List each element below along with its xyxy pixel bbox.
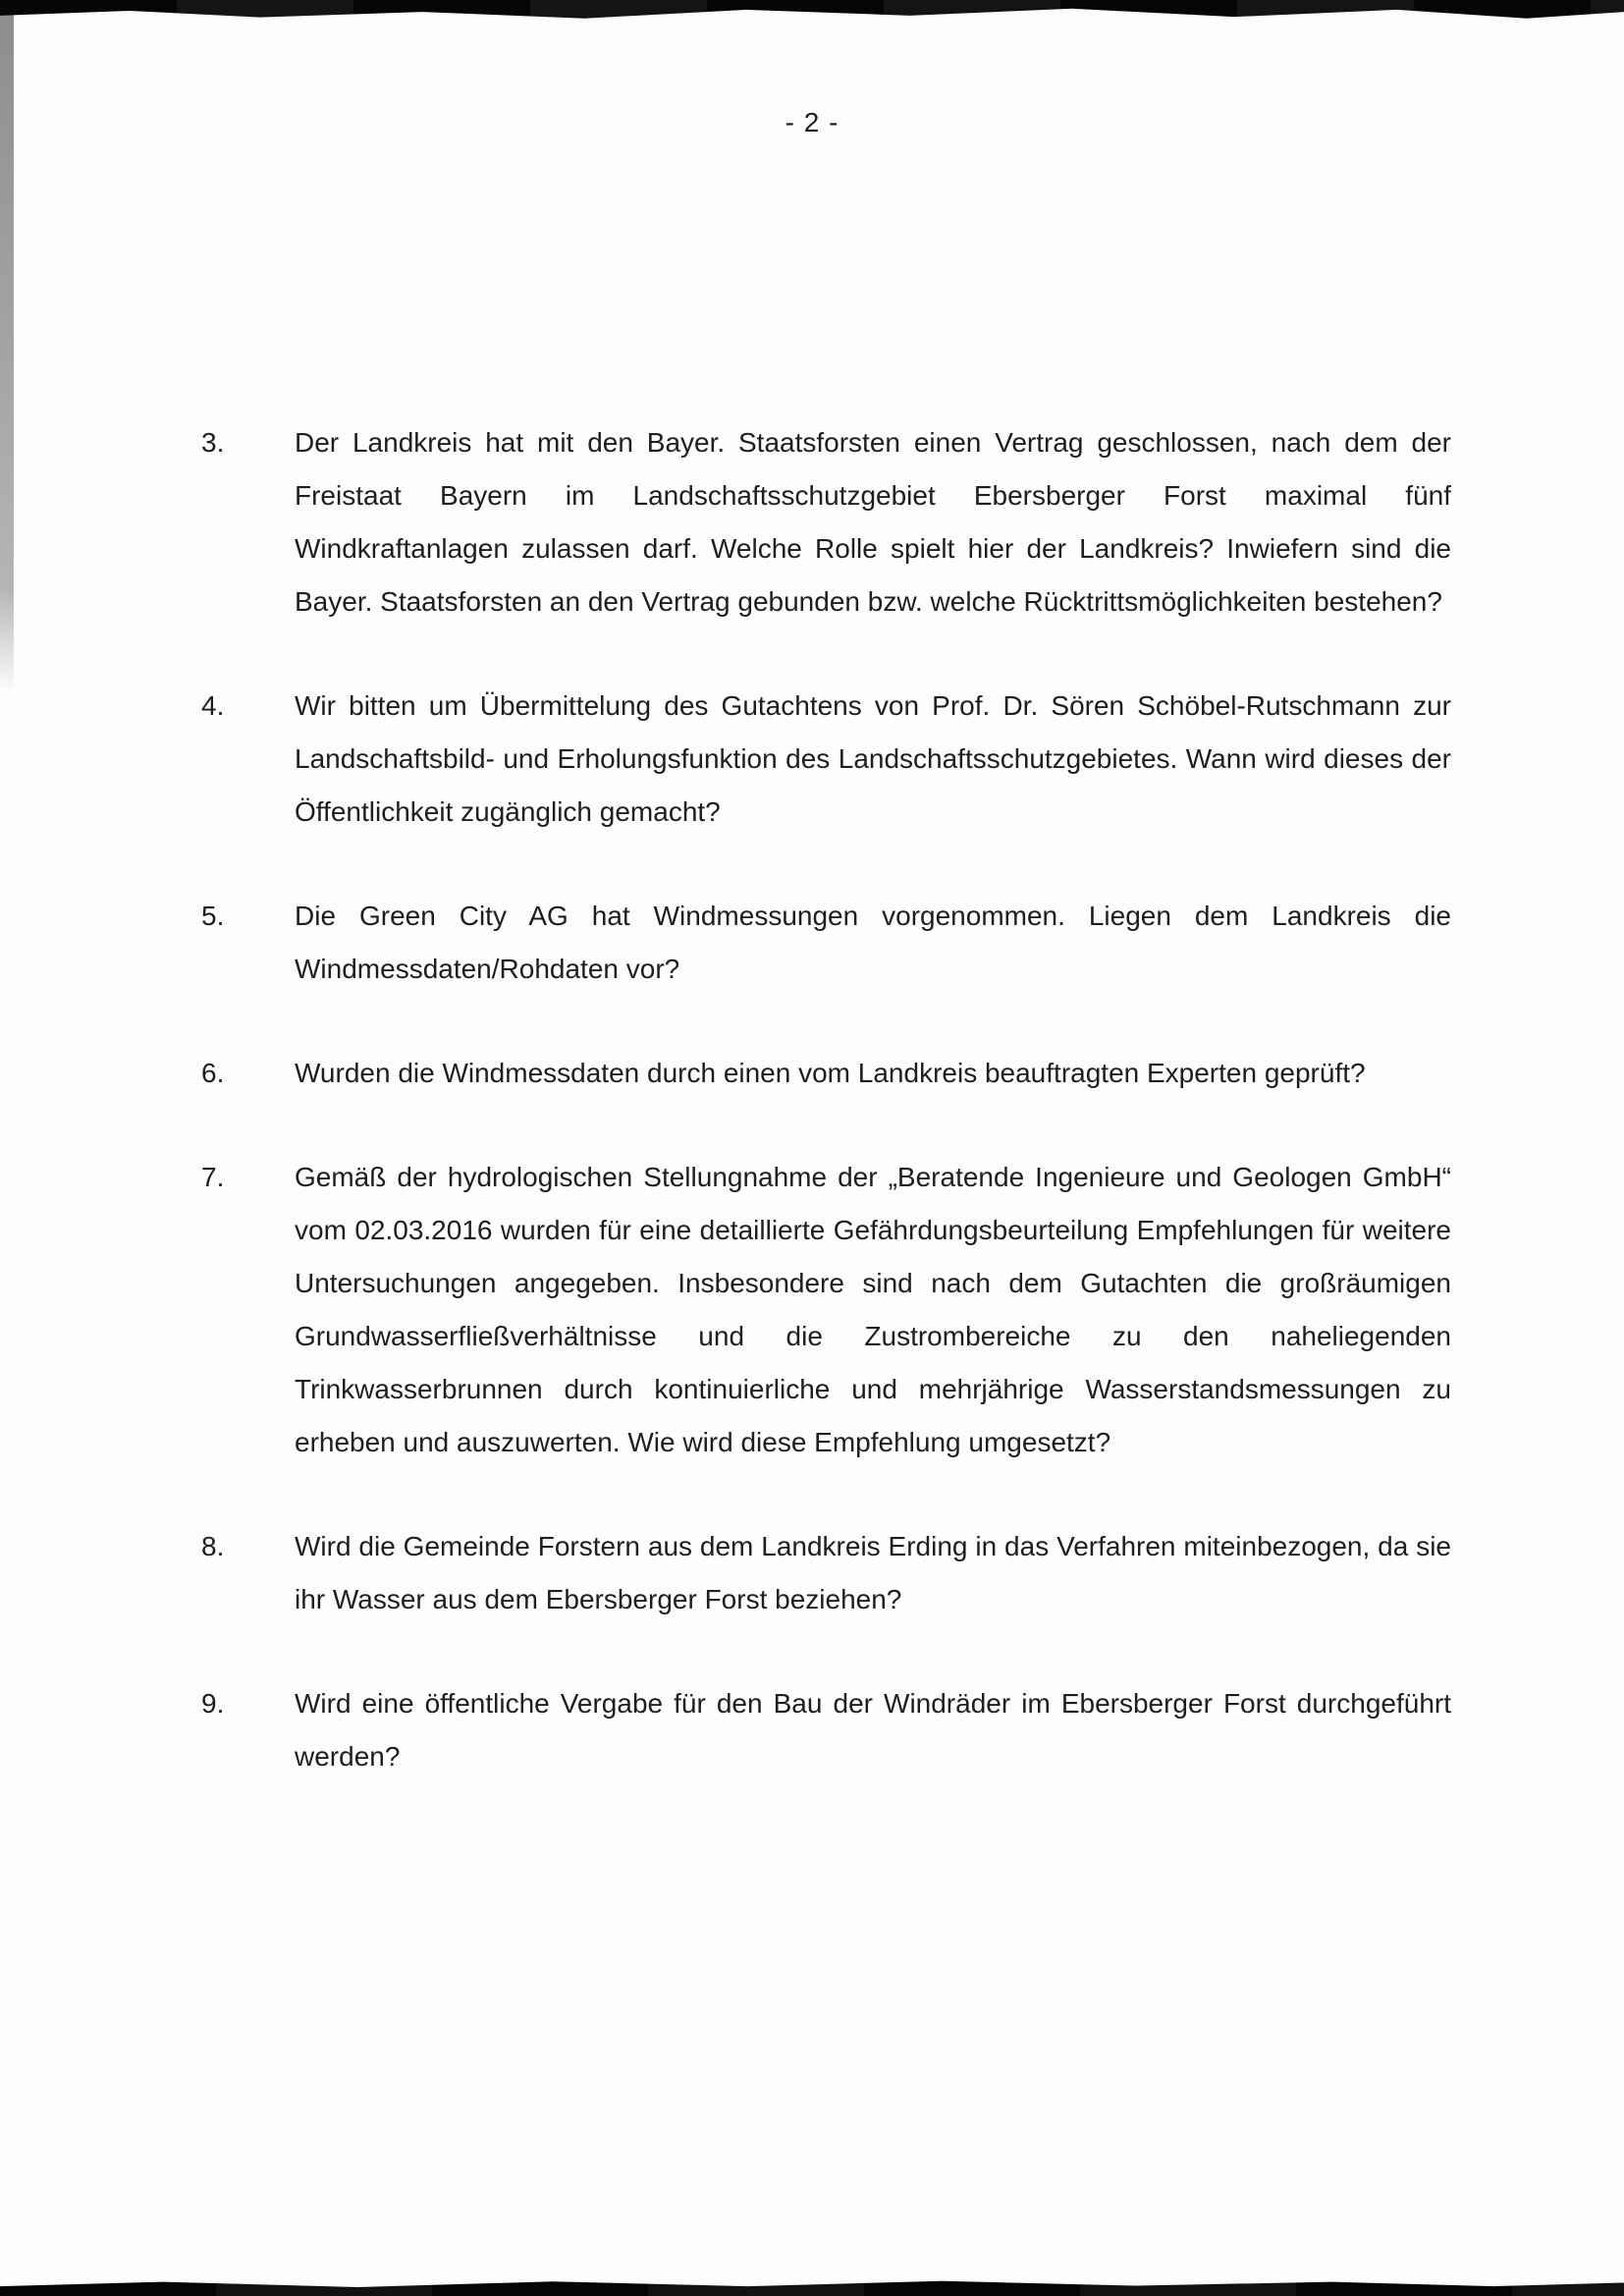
question-number: 5. [201, 901, 225, 931]
question-number: 9. [201, 1688, 225, 1719]
question-text: Gemäß der hydrologischen Stellungnahme der „Beratende Ingenieure und Geologen GmbH“ vom 02.03.2016 wurden für eine detaillierte Gefährdungsbeurteilung Empfehlungen für weitere Untersuchungen angegeben. Insbesondere sind nach dem Gutachten die großräumigen Grundwasserfließverhältnisse und die Zustrombereiche zu den naheliegenden Trinkwasserbrunnen durch kontinuierliche und mehrjährige Wasserstandsmessungen zu erheben und auszuwerten. Wie wird diese Empfehlung umgesetzt? [295, 1162, 1451, 1457]
page-number: - 2 - [785, 107, 839, 137]
question-number: 8. [201, 1531, 225, 1561]
question-text: Wird eine öffentliche Vergabe für den Bau der Windräder im Ebersberger Forst durchgeführt werden? [295, 1688, 1451, 1772]
question-text: Wurden die Windmessdaten durch einen vom Landkreis beauftragten Experten geprüft? [295, 1058, 1366, 1088]
question-text: Die Green City AG hat Windmessungen vorgenommen. Liegen dem Landkreis die Windmessdaten/Rohdaten vor? [295, 901, 1451, 984]
question-item [201, 1151, 1451, 1469]
question-text: Wird die Gemeinde Forstern aus dem Landkreis Erding in das Verfahren miteinbezogen, da sie ihr Wasser aus dem Ebersberger Forst beziehen? [295, 1531, 1451, 1614]
question-text: Wir bitten um Übermittelung des Gutachtens von Prof. Dr. Sören Schöbel-Rutschmann zur Landschaftsbild- und Erholungsfunktion des Landschaftsschutzgebietes. Wann wird dieses der Öffentlichkeit zugänglich gemacht? [295, 690, 1451, 827]
question-list [0, 416, 1624, 1783]
question-number: 7. [201, 1162, 225, 1192]
question-text: Der Landkreis hat mit den Bayer. Staatsforsten einen Vertrag geschlossen, nach dem der Freistaat Bayern im Landschaftsschutzgebiet Ebersberger Forst maximal fünf Windkraftanlagen zulassen darf. Welche Rolle spielt hier der Landkreis? Inwiefern sind die Bayer. Staatsforsten an den Vertrag gebunden bzw. welche Rücktrittsmöglichkeiten bestehen? [295, 427, 1451, 617]
scan-edge-bottom [0, 2278, 1624, 2296]
scan-edge-left [0, 0, 14, 692]
question-number: 3. [201, 427, 225, 458]
question-number: 4. [201, 690, 225, 721]
question-number: 6. [201, 1058, 225, 1088]
question-item [201, 416, 1451, 629]
question-item [201, 1047, 1451, 1100]
question-item [201, 890, 1451, 996]
question-item [201, 680, 1451, 839]
question-item [201, 1677, 1451, 1783]
question-item [201, 1520, 1451, 1626]
